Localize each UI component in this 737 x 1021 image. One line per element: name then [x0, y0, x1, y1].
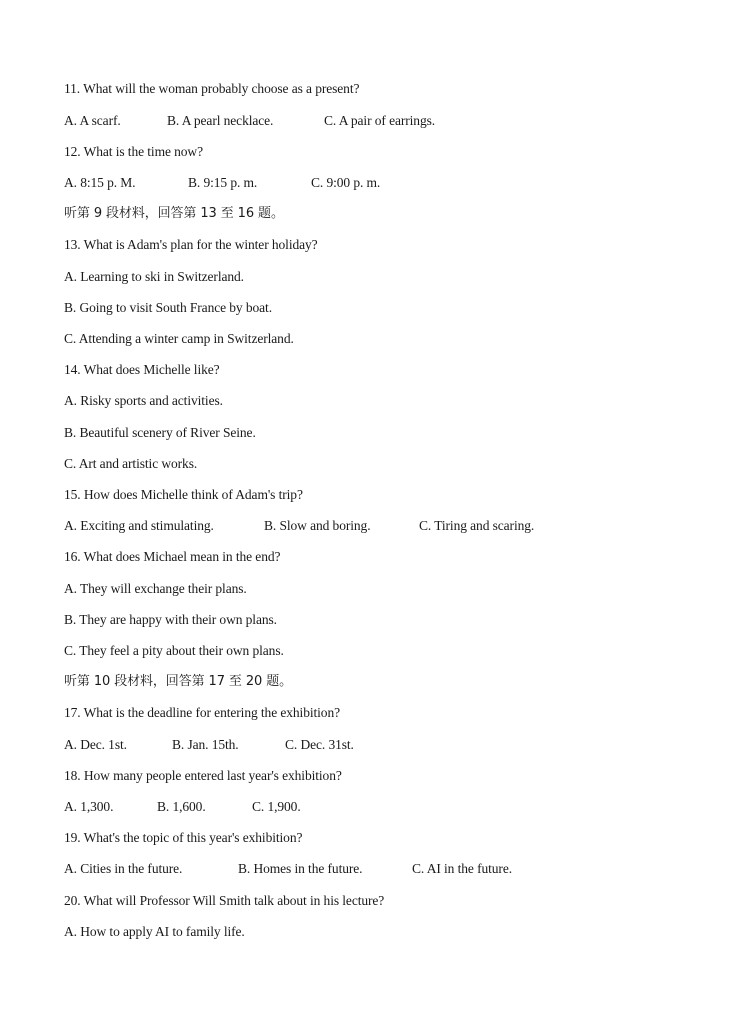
option-a: A. 8:15 p. M.	[64, 175, 136, 190]
question-13: 13. What is Adam's plan for the winter holiday?	[64, 237, 318, 252]
question-14-option-a: A. Risky sports and activities.	[64, 393, 223, 408]
option-a: A. Dec. 1st.	[64, 737, 127, 752]
option-a: A. 1,300.	[64, 799, 114, 814]
question-16-option-a: A. They will exchange their plans.	[64, 581, 247, 596]
option-b: B. Homes in the future.	[238, 861, 363, 876]
question-13-option-b: B. Going to visit South France by boat.	[64, 300, 272, 315]
question-16-option-c: C. They feel a pity about their own plans.	[64, 643, 284, 658]
question-16: 16. What does Michael mean in the end?	[64, 549, 281, 564]
question-20-option-a: A. How to apply AI to family life.	[64, 924, 245, 939]
option-b: B. 9:15 p. m.	[188, 175, 258, 190]
option-c: C. 9:00 p. m.	[311, 175, 381, 190]
option-b: B. A pearl necklace.	[167, 113, 274, 128]
question-12: 12. What is the time now?	[64, 144, 203, 159]
question-11: 11. What will the woman probably choose as a present?	[64, 81, 360, 96]
option-a: A. Exciting and stimulating.	[64, 518, 214, 533]
option-c: C. Tiring and scaring.	[419, 518, 535, 533]
question-20: 20. What will Professor Will Smith talk about in his lecture?	[64, 893, 385, 908]
option-a: A. A scarf.	[64, 113, 121, 128]
option-c: C. Dec. 31st.	[285, 737, 354, 752]
question-15: 15. How does Michelle think of Adam's trip?	[64, 487, 303, 502]
question-17: 17. What is the deadline for entering the exhibition?	[64, 705, 340, 720]
option-c: C. AI in the future.	[412, 861, 512, 876]
option-b: B. Jan. 15th.	[172, 737, 239, 752]
option-c: C. A pair of earrings.	[324, 113, 436, 128]
question-13-option-a: A. Learning to ski in Switzerland.	[64, 269, 244, 284]
section-10-instruction: 听第 10 段材料，回答第 17 至 20 题。	[64, 674, 293, 689]
option-c: C. 1,900.	[252, 799, 301, 814]
question-18: 18. How many people entered last year's exhibition?	[64, 768, 342, 783]
question-19: 19. What's the topic of this year's exhibition?	[64, 830, 303, 845]
question-13-option-c: C. Attending a winter camp in Switzerland.	[64, 331, 294, 346]
option-b: B. 1,600.	[157, 799, 206, 814]
question-14: 14. What does Michelle like?	[64, 362, 220, 377]
question-16-option-b: B. They are happy with their own plans.	[64, 612, 277, 627]
question-14-option-b: B. Beautiful scenery of River Seine.	[64, 425, 256, 440]
section-9-instruction: 听第 9 段材料，回答第 13 至 16 题。	[64, 206, 284, 221]
question-14-option-c: C. Art and artistic works.	[64, 456, 198, 471]
option-b: B. Slow and boring.	[264, 518, 371, 533]
option-a: A. Cities in the future.	[64, 861, 183, 876]
